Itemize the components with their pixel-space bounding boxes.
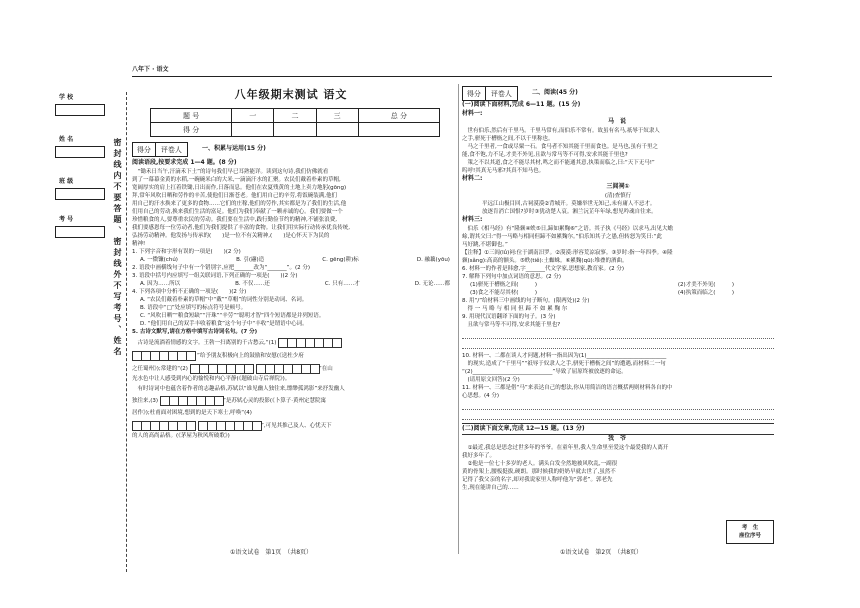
question-10-line: (请用原文回答)(2 分) <box>462 376 520 383</box>
exam-id-label: 考 号 <box>59 216 74 223</box>
q8-sentence[interactable]: 得 一 马 略 与 相 同 但 蹄 不 如 累 麴 尔 <box>462 305 568 312</box>
class-field[interactable] <box>55 188 105 200</box>
material1-label: 材料一: <box>462 109 483 117</box>
part1-header <box>132 142 450 157</box>
option[interactable]: D. 无论……都 <box>414 280 450 287</box>
name-label: 姓 名 <box>59 136 74 143</box>
question-1 <box>132 248 450 336</box>
scorer-grader-label: 评卷人 <box>485 87 517 101</box>
question-11-line: 心思想。(4 分) <box>462 392 500 399</box>
answer-line[interactable] <box>462 400 774 410</box>
material3-label: 材料三: <box>462 215 483 223</box>
text-line: 生,现在能讲自己的…… <box>462 484 519 491</box>
option[interactable]: A. 一微镰(chú) <box>140 256 178 263</box>
school-field[interactable] <box>55 104 105 116</box>
passage-line: 精神! <box>132 240 146 247</box>
poem-line: 有时诗词中也蕴含着作者的志趣品格,苏轼以“谁见幽人独往来,缥缈孤鸿影”来抒发幽人 <box>132 385 345 392</box>
scorer-box <box>132 142 188 157</box>
poem-line: 居作》);杜甫面对困境,想到的是天下寒士,呼唤“(4) <box>132 409 252 416</box>
question-5-stem: 5. 古诗文默写,请在方格中填写古诗词名句。(7 分) <box>132 328 258 335</box>
passage-line: 宽阔厚实的肩上扛着铁锄,日出而作,日落而息。他们在农夏残黄的土地上卖力地躬(gōng) <box>132 184 347 191</box>
page-2 <box>462 86 774 492</box>
questions-6-11 <box>462 265 774 420</box>
q7-item[interactable]: (2)才美不外见( ) <box>677 281 734 288</box>
score-row-label: 得 分 <box>151 123 232 137</box>
section1-intro: (一)阅读下面材料,完成 6—11 题。(15 分) <box>462 101 581 108</box>
answer-grid[interactable] <box>278 338 341 348</box>
answer-line[interactable] <box>462 339 774 349</box>
student-info-panel <box>55 92 105 252</box>
answer-grid[interactable] <box>160 396 223 406</box>
score-header-cell: 三 <box>316 109 358 123</box>
mashuo-text <box>462 127 774 175</box>
reading-passage <box>132 168 450 248</box>
passage-line: 我们要感恩每一位劳动者,他们为我们提供了丰富的食物。让我们用实际行动传承优良传统, <box>132 224 350 231</box>
answer-grid[interactable] <box>256 364 319 374</box>
note-line: 颡(sǎng):高高的额头。⑤蛈(tiě):土蜘蛛。⑥累麴(qū):堆叠的酒曲。 <box>462 257 628 264</box>
badge-label: 座位序号 <box>738 533 761 539</box>
note-line: 【注释】①三闾(lǘ)祠:位于湖南汨罗。②漠漠:形容荒凉寂寥。③岁时:指一年四季。④隆 <box>462 249 673 256</box>
question-2-stem: 2. 语段中画横线句子中有一个错别字,应把_______改为“_______”。(2 分) <box>132 264 310 271</box>
scorer-score-label: 得分 <box>463 87 486 101</box>
score-header-cell: 二 <box>274 109 316 123</box>
question-10-line: 10. 材料一、二都在谈人才问题,材料一指出因为(1)_____________________________ <box>462 352 667 359</box>
poem-line: 之任蜀州》);常建的“(2) <box>132 365 188 372</box>
poem-fill-section <box>132 338 450 441</box>
part2-header <box>462 86 774 101</box>
question-7: 7. 解释下列句中加点词语的意思。(2 分) <box>462 273 562 280</box>
q7-item[interactable]: (4)执策而临之( ) <box>677 289 734 296</box>
exam-title: 八年级期末测试 语文 <box>234 88 348 101</box>
text-line: 我好多年了。 <box>462 452 496 459</box>
page-divider <box>458 84 459 554</box>
question-9: 9. 用现代汉语翻译下面的句子。(3 分) <box>462 313 556 320</box>
q7-item[interactable]: (3)食之不能尽其材( ) <box>470 289 538 296</box>
page-1 <box>132 84 450 441</box>
passage-line: “锄禾日当午,汗滴禾下土”的诗句我们早已耳熟能详。读到这句诗,我们仿佛就看 <box>132 168 329 175</box>
header-rule <box>132 76 772 77</box>
text-line: 策之不以其道,食之不能尽其材,鸣之而不能通其意,执策而临之,曰:“天下无马!” <box>462 159 655 166</box>
question-1-stem: 1. 下列字音和字形有误的一项是( )(2 分) <box>132 248 241 255</box>
poem-author: (清)查慎行 <box>604 192 632 199</box>
answer-grid[interactable] <box>132 351 195 361</box>
part1-intro: 阅读语段,按要求完成 1—4 题。(8 分) <box>132 159 237 166</box>
seal-line-text: 密封线内不要答题、密封线外不写考号、姓名 <box>113 138 122 358</box>
passage-line: 们用自己的劳动,换来我们生活的富足。他们为我们奉献了一颗赤诚的心。我们要做一个 <box>132 208 343 215</box>
text-line: 黄的骨架上,腰板挺拔,硬朗。那时候我的奶奶早就去世了,虽然不 <box>462 468 616 475</box>
question-3-stem: 3. 语段中括号内应填写一组关联词语,下列正确的一项是( )(2 分) <box>132 272 298 279</box>
option[interactable]: A. “农民们戴着朴素的草帽”中“戴”“草帽”的词性分别是动词、名词。 <box>140 296 308 303</box>
option[interactable]: C. “风吹日晒”“粮食短缺”“汗珠”“辛劳”“聪明才智”四个短语都是并列短语。 <box>140 312 325 319</box>
option[interactable]: B. 不仅……还 <box>235 280 270 287</box>
mashuo-title: 马 说 <box>607 118 629 126</box>
question-10-line: “(2)_____________________________”导致了屈原终被放逐的命运。 <box>462 368 627 375</box>
option[interactable]: D. “他们用自己的双手丰收着粮食”这个句子中“丰收”是谓语中心词。 <box>140 320 308 327</box>
seat-number-badge[interactable] <box>726 520 774 544</box>
answer-grid[interactable] <box>132 421 195 431</box>
answer-line[interactable] <box>462 410 774 420</box>
option[interactable]: B. 引(翮)造 <box>236 256 265 263</box>
page-2-footer: ①语文试卷 第2页 （共8页） <box>560 549 643 556</box>
text-line: 记得了我父亲的名字,却对我说家里人称呼他为“郭老”。郭老先 <box>462 476 613 483</box>
score-cell[interactable] <box>232 123 274 137</box>
poem-line: 的人的高尚品格。(《茅屋为秋风所破歌》) <box>132 432 230 439</box>
school-label: 学 校 <box>59 94 74 101</box>
passage-line: 到了一幕幕金黄的水稻,一碗碗米白的大米,一滴滴汗水的汇聚。农民们戴着朴素的草帽, <box>132 176 341 183</box>
q7-item[interactable]: (1)骈死于槽枥之间( ) <box>470 281 538 288</box>
part2-heading: 二、阅读(45 分) <box>532 89 578 97</box>
text-line: ①最近,我总是思念过世多年的爷爷。在童年里,我人生命里至爱这个最爱我的人离开 <box>462 444 669 451</box>
article-title: 我 爷 <box>607 435 629 443</box>
answer-grid[interactable] <box>198 421 261 431</box>
question-10-line: 的现实,造成了“千里马”“祇辱于奴隶人之手,骈死于槽枥之间”的遭遇,而材料二一句 <box>462 360 666 367</box>
scorer-box <box>462 86 518 101</box>
score-table <box>150 108 440 137</box>
score-cell[interactable] <box>358 123 439 137</box>
scorer-score-label: 得分 <box>133 143 156 157</box>
poem-line: 放逐肯消亡国恨?岁时③犹动楚人哀。湘兰沅芷年年绿,想见吟魂自往来。 <box>482 208 657 215</box>
question-6: 6. 材料一的作者是韩愈,字_______代文学家,思想家,教育家。(2 分) <box>462 265 625 272</box>
header-subject: 八年下 · 语文 <box>132 66 169 73</box>
option[interactable]: A. 因为……所以 <box>140 280 181 287</box>
text-line: 马之千里者,一食或尽粟一石。食马者不知其能千里而食也。是马也,虽有千里之 <box>462 143 658 150</box>
passage-line: 弘扬劳动精神。他发扬与传承的( )是一位不有关精神,( )是心怀天下为民的 <box>132 232 330 239</box>
poem-line: ”,可见其推己及人、心忧天下 <box>261 422 332 429</box>
score-header-cell: 题 号 <box>151 109 232 123</box>
poem-title: 三闾祠① <box>606 183 630 191</box>
seal-line <box>126 92 127 572</box>
answer-grid[interactable] <box>190 364 253 374</box>
option[interactable]: D. 融藕(yōu) <box>416 256 450 263</box>
question-4-stem: 4. 下列各项中分析不正确的一项是( )(2 分) <box>132 288 247 295</box>
text-line: 马好跳,不堪御也。” <box>462 241 508 248</box>
score-cell[interactable] <box>316 123 358 137</box>
section2-intro: (二)阅读下面文章,完成 12—15 题。(13 分) <box>462 423 774 436</box>
poem-line: ”在山 <box>318 365 333 372</box>
poem-line: 平远江山极目回,古祠漠漠②背城开。莫嫌举世无知己,未有庸人不忌才。 <box>482 200 656 207</box>
score-header-cell: 一 <box>232 109 274 123</box>
badge-label: 考 生 <box>741 525 759 531</box>
name-field[interactable] <box>55 146 105 158</box>
option[interactable]: C. 只有……才 <box>324 280 360 287</box>
article-text <box>462 444 724 492</box>
material2-label: 材料二: <box>462 174 483 182</box>
poem-line: ”给予朋友积极向上的鼓励和安慰(《送杜少府 <box>197 352 304 359</box>
passage-line: 拜,常年风吹日晒和劳作的辛苦,使他们日渐苍老。他们用自己的辛劳,将饭碗装满,他们 <box>132 192 337 199</box>
answer-line[interactable] <box>462 329 774 339</box>
poem-body <box>462 200 774 216</box>
text-line: 世有伯乐,然后有千里马。千里马常有,而伯乐不常有。故虽有名马,祇辱于奴隶人 <box>462 127 660 134</box>
text-line: 伯乐《相马经》有“隆颡④蛈⑤日,蹄如累麴⑥”之语。其子执《马经》以求马,出见大蟾 <box>462 225 673 232</box>
text-line: ②他是一位七十多岁的老人。满头白发全然地被风吹乱,一副很 <box>462 460 618 467</box>
question-8: 8. 用“/”给材料三中画线的句子断句。(限两处)(2 分) <box>462 297 590 304</box>
option[interactable]: C. gēng(耕)标 <box>322 256 359 263</box>
text-line: 蜍,谓其父曰:“得一马略与相同但蹄不如累麴尔。”伯乐知其子之愚,但转怒为笑曰:“此 <box>462 233 663 240</box>
q9-sentence: 且欲与常马等不可得,安求其能千里也? <box>462 321 561 328</box>
poem-line: ”是苏轼心灵的投影(《卜算子·黄州定慧院寓 <box>223 397 327 404</box>
exam-id-field[interactable] <box>55 226 105 238</box>
score-header-cell: 总 分 <box>358 109 439 123</box>
material3-text <box>462 225 774 265</box>
poem-line: 光水色中让人感受到内心的愉悦和内心平静(《题破山寺后禅院》)。 <box>132 375 291 382</box>
part1-heading: 一、积累与运用(15 分) <box>202 145 266 153</box>
passage-line: 用自己的汗水换来了更多的食物……它们的庄稼,他们的劳作,其实都是为了我们的生活,他 <box>132 200 347 207</box>
text-line: 能,食不饱,力不足,才美不外见,且欲与常马等不可得,安求其能千里也? <box>462 151 628 158</box>
poem-line: 独往来,(3) <box>132 397 159 404</box>
passage-line: 珍惜粮食的人,要尊重农民的劳动。我们要在生活中,践行勤俭节约的精神,不铺张浪费, <box>132 216 337 223</box>
option[interactable]: B. 语段中“□”处应填写的标点符号是顿号。 <box>140 304 247 311</box>
score-cell[interactable] <box>274 123 316 137</box>
page-1-footer: ①语文试卷 第1页 （共8页） <box>230 549 313 556</box>
poem-line: 古诗是流淌着情感的文字。王勃一扫离别的千古愁云,“(1) <box>132 339 277 346</box>
class-label: 班 级 <box>59 178 74 185</box>
scorer-grader-label: 评卷人 <box>155 143 187 157</box>
question-11-line: 11. 材料一、三都是借“马”来表达自己的想法,你从用简洁的语言概括两则材料各自的中 <box>462 384 673 391</box>
text-line: 呜呼!其真无马邪?其真不知马也。 <box>462 167 545 174</box>
text-line: 之手,骈死于槽枥之间,不以千里称也。 <box>462 135 554 142</box>
